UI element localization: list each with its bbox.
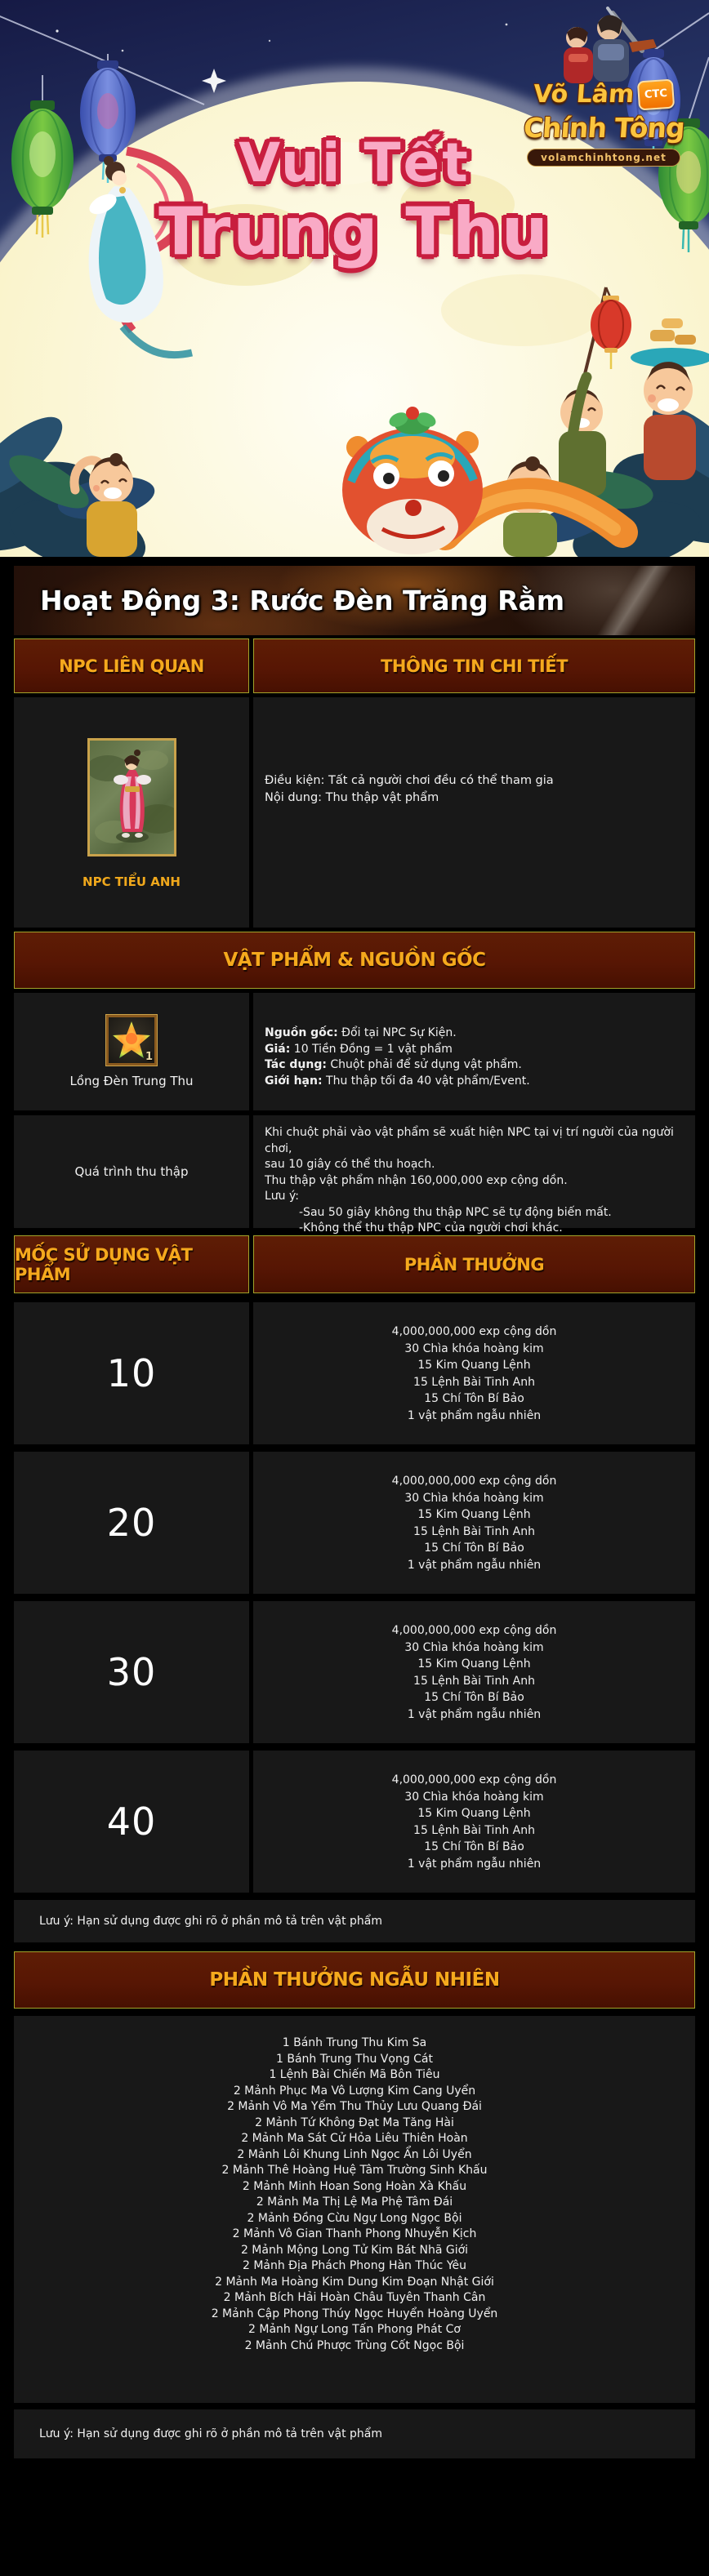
random-reward-item: 2 Mảnh Vô Gian Thanh Phong Nhuyễn Kịch: [232, 2227, 477, 2240]
npc-cell: [14, 697, 249, 928]
lantern-item-icon: [106, 1015, 157, 1066]
milestone-row-20: [14, 1452, 695, 1594]
milestone-value: 10: [106, 1351, 157, 1395]
random-reward-item: 2 Mảnh Chú Phược Trùng Cốt Ngọc Bội: [244, 2338, 465, 2352]
event-title-line1: Vui Tết: [239, 131, 470, 194]
npc-table-header-row: [14, 638, 695, 693]
milestone-value: 30: [106, 1650, 157, 1694]
random-reward-item: 2 Mảnh Mộng Long Tử Kim Bát Nhã Giới: [240, 2243, 469, 2257]
milestone-value-cell: [14, 1302, 249, 1444]
logo-characters: [534, 7, 673, 88]
random-rewards-note: Lưu ý: Hạn sử dụng được ghi rõ ở phần mô tả trên vật phẩm: [14, 2409, 695, 2458]
random-reward-item: 2 Mảnh Thê Hoàng Huệ Tâm Trường Sinh Khấu: [221, 2164, 488, 2177]
game-logo[interactable]: [510, 5, 698, 167]
header-thong-tin-chi-tiet: THÔNG TIN CHI TIẾT: [253, 638, 695, 693]
milestone-value: 40: [106, 1800, 157, 1844]
random-rewards-list: [14, 2016, 695, 2403]
item-info-label: Tác dụng:: [265, 1058, 327, 1071]
reward-line: 1 vật phẩm ngẫu nhiên: [407, 1408, 542, 1422]
milestone-rewards-cell: [253, 1302, 695, 1444]
random-reward-item: 2 Mảnh Ma Sát Cử Hỏa Liêu Thiên Hoàn: [241, 2132, 468, 2145]
reward-line: 15 Chí Tôn Bí Bảo: [424, 1392, 524, 1405]
reward-line: 1 vật phẩm ngẫu nhiên: [407, 1558, 542, 1572]
reward-line: 30 Chìa khóa hoàng kim: [404, 1790, 544, 1804]
random-reward-item: 2 Mảnh Địa Phách Phong Hàn Thúc Yêu: [242, 2259, 467, 2272]
process-details-cell: [253, 1115, 695, 1235]
item-info-text: Thu thập tối đa 40 vật phẩm/Event.: [322, 1074, 530, 1088]
process-line: -Không thể thu thập NPC của người chơi khác.: [299, 1221, 563, 1235]
process-label-cell: Quá trình thu thập: [14, 1115, 249, 1228]
process-line: Lưu ý:: [265, 1190, 299, 1203]
reward-line: 15 Chí Tôn Bí Bảo: [424, 1691, 524, 1704]
reward-line: 30 Chìa khóa hoàng kim: [404, 1640, 544, 1654]
item-info-label: Nguồn gốc:: [265, 1026, 338, 1039]
reward-line: 1 vật phẩm ngẫu nhiên: [407, 1857, 542, 1871]
npc-sprite: [90, 741, 174, 854]
npc-name-label: NPC TIỂU ANH: [82, 874, 181, 889]
milestone-note: Lưu ý: Hạn sử dụng được ghi rõ ở phần mô tả trên vật phẩm: [14, 1900, 695, 1942]
reward-line: 15 Kim Quang Lệnh: [417, 1359, 531, 1372]
random-reward-item: 2 Mảnh Lôi Khung Linh Ngọc Ẩn Lôi Uyển: [237, 2147, 472, 2161]
reward-line: 15 Lệnh Bài Tinh Anh: [413, 1823, 535, 1837]
header-npc-lien-quan: NPC LIÊN QUAN: [14, 638, 249, 693]
section-title-bar: [14, 566, 695, 635]
random-reward-item: 2 Mảnh Minh Hoan Song Hoàn Xà Khấu: [242, 2179, 467, 2193]
process-line: -Sau 50 giây không thu thập NPC sẽ tự động biến mất.: [299, 1205, 612, 1219]
random-reward-item: 2 Mảnh Phục Ma Vô Lượng Kim Cang Uyển: [233, 2084, 476, 2098]
npc-row: [14, 697, 695, 928]
random-reward-item: 2 Mảnh Tứ Không Đạt Ma Tăng Hài: [255, 2116, 454, 2129]
item-name-label: Lồng Đèn Trung Thu: [69, 1074, 194, 1088]
reward-line: 30 Chìa khóa hoàng kim: [404, 1491, 544, 1505]
header-phan-thuong: PHẦN THƯỞNG: [253, 1235, 695, 1293]
random-reward-item: 1 Lệnh Bài Chiến Mã Bôn Tiêu: [269, 2068, 440, 2081]
milestone-value-cell: [14, 1601, 249, 1743]
reward-line: 4,000,000,000 exp cộng dồn: [391, 1475, 557, 1488]
npc-details-cell: [253, 697, 695, 928]
process-line: Thu thập vật phẩm nhận 160,000,000 exp cộng dồn.: [265, 1173, 568, 1187]
reward-line: 4,000,000,000 exp cộng dồn: [391, 1325, 557, 1338]
reward-line: 15 Chí Tôn Bí Bảo: [424, 1840, 524, 1853]
random-reward-item: 2 Mảnh Ma Thị Lệ Ma Phệ Tâm Đái: [256, 2196, 453, 2209]
item-info-label: Giới hạn:: [265, 1074, 323, 1088]
random-reward-item: 2 Mảnh Vô Ma Yểm Thu Thủy Lưu Quang Đái: [227, 2100, 482, 2113]
random-reward-item: 2 Mảnh Bích Hải Hoàn Châu Tuyên Thanh Cân: [223, 2291, 486, 2304]
item-info-text: Đổi tại NPC Sự Kiện.: [337, 1026, 457, 1039]
reward-line: 15 Lệnh Bài Tinh Anh: [413, 1674, 535, 1688]
process-row: [14, 1115, 695, 1235]
reward-line: 15 Kim Quang Lệnh: [417, 1807, 531, 1820]
milestone-rewards-cell: [253, 1601, 695, 1743]
header-phan-thuong-ngau-nhien: PHẦN THƯỞNG NGẪU NHIÊN: [14, 1951, 695, 2009]
process-line: Khi chuột phải vào vật phẩm sẽ xuất hiện NPC tại vị trí người của người chơi,: [265, 1126, 674, 1155]
milestone-value-cell: [14, 1751, 249, 1893]
random-reward-item: 2 Mảnh Ma Hoàng Kim Dung Kim Đoạn Nhật Giới: [215, 2275, 494, 2289]
item-info-line: [265, 1074, 682, 1090]
milestone-row-40: [14, 1751, 695, 1893]
item-info-line: [265, 1042, 682, 1058]
item-info-line: [265, 1057, 682, 1074]
reward-line: 1 vật phẩm ngẫu nhiên: [407, 1707, 542, 1721]
npc-detail-line: Điều kiện: Tất cả người chơi đều có thể tham gia: [265, 774, 554, 787]
npc-portrait: [87, 738, 176, 856]
milestone-row-10: [14, 1302, 695, 1444]
random-reward-item: 2 Mảnh Ngự Long Tấn Phong Phát Cơ: [248, 2323, 461, 2336]
logo-ctc-badge: CTC: [636, 79, 674, 111]
item-info-line: [265, 1026, 682, 1042]
header-moc-su-dung: MỐC SỬ DỤNG VẬT PHẨM: [14, 1235, 249, 1293]
item-info-cell: [253, 993, 695, 1110]
logo-website-ribbon[interactable]: volamchinhtong.net: [527, 149, 680, 167]
item-info-text: Chuột phải để sử dụng vật phẩm.: [326, 1058, 522, 1071]
item-quantity-badge: 1: [145, 1051, 153, 1063]
content-area: [14, 638, 695, 2458]
event-banner: [0, 0, 709, 557]
milestone-value: 20: [106, 1501, 157, 1545]
logo-text-line2: Chính Tông: [522, 112, 685, 144]
random-reward-item: 2 Mảnh Cập Phong Thúy Ngọc Huyển Hoàng Uyển: [211, 2307, 498, 2320]
reward-line: 15 Chí Tôn Bí Bảo: [424, 1542, 524, 1555]
item-info-label: Giá:: [265, 1042, 291, 1056]
item-row: [14, 993, 695, 1110]
logo-text-line1: Võ Lâm: [533, 80, 635, 109]
item-cell: [14, 993, 249, 1110]
item-info-text: 10 Tiền Đồng = 1 vật phẩm: [290, 1042, 453, 1056]
milestone-row-30: [14, 1601, 695, 1743]
reward-line: 15 Kim Quang Lệnh: [417, 1508, 531, 1521]
reward-line: 4,000,000,000 exp cộng dồn: [391, 1624, 557, 1637]
header-vat-pham-nguon-goc: VẬT PHẨM & NGUỒN GỐC: [14, 932, 695, 989]
section-title: Hoạt Động 3: Rước Đèn Trăng Rằm: [40, 585, 565, 616]
reward-line: 15 Lệnh Bài Tinh Anh: [413, 1524, 535, 1538]
reward-line: 15 Lệnh Bài Tinh Anh: [413, 1375, 535, 1389]
process-line: sau 10 giây có thể thu hoạch.: [265, 1158, 435, 1171]
random-reward-item: 1 Bánh Trung Thu Kim Sa: [282, 2036, 427, 2049]
random-reward-item: 2 Mảnh Đồng Cừu Ngự Long Ngọc Bội: [247, 2211, 462, 2225]
milestone-value-cell: [14, 1452, 249, 1594]
npc-detail-line: Nội dung: Thu thập vật phẩm: [265, 791, 439, 804]
reward-line: 15 Kim Quang Lệnh: [417, 1657, 531, 1671]
milestone-table-header-row: [14, 1235, 695, 1298]
event-title-line2: Trung Thu: [158, 194, 551, 269]
reward-line: 30 Chìa khóa hoàng kim: [404, 1341, 544, 1355]
reward-line: 4,000,000,000 exp cộng dồn: [391, 1773, 557, 1786]
random-reward-item: 1 Bánh Trung Thu Vọng Cát: [275, 2052, 433, 2066]
milestone-rewards-cell: [253, 1751, 695, 1893]
milestone-rewards-cell: [253, 1452, 695, 1594]
